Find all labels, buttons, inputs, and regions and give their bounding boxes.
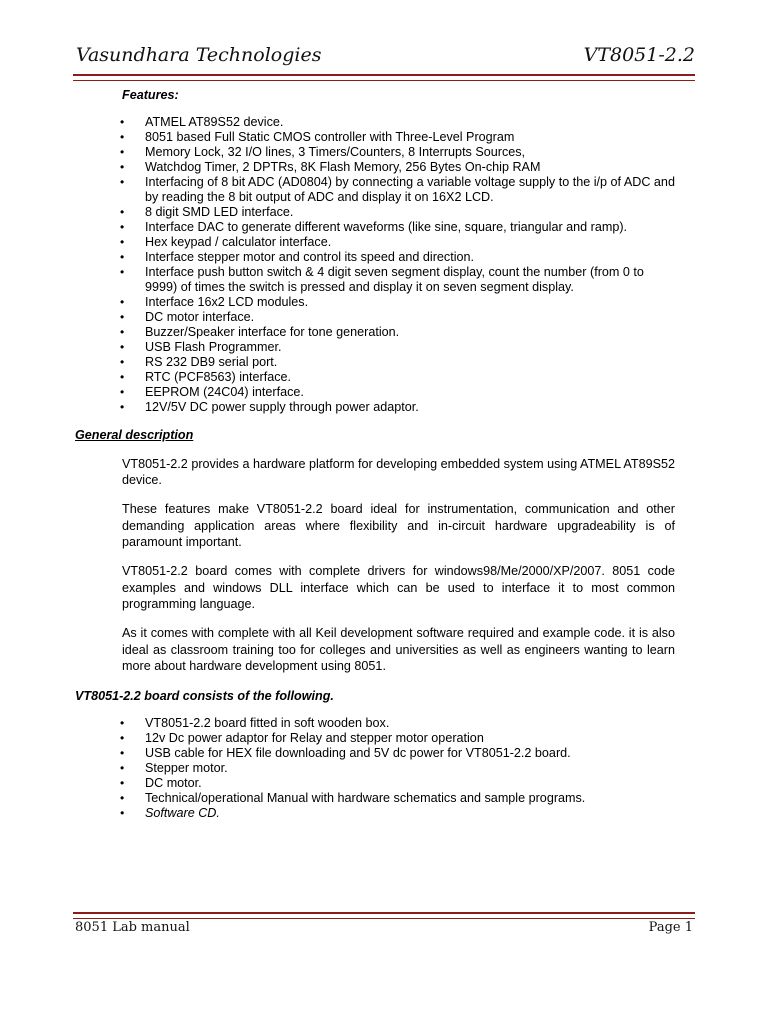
company-name: Vasundhara Technologies <box>76 44 322 66</box>
list-item: • VT8051-2.2 board fitted in soft wooden box. <box>75 716 675 731</box>
list-item: • Stepper motor. <box>75 761 675 776</box>
list-item: • USB cable for HEX file downloading and 5V dc power for VT8051-2.2 board. <box>75 746 675 761</box>
list-item: • DC motor. <box>75 776 675 791</box>
list-item: • Memory Lock, 32 I/O lines, 3 Timers/Counters, 8 Interrupts Sources, <box>75 145 675 160</box>
consists-list <box>75 716 675 821</box>
list-item: • Interfacing of 8 bit ADC (AD0804) by connecting a variable voltage supply to the i/p of ADC and by reading the 8 bit output of ADC and display it on 16X2 LCD. <box>75 175 675 205</box>
page-number: Page 1 <box>648 920 693 935</box>
page-footer <box>73 918 695 938</box>
list-item: • EEPROM (24C04) interface. <box>75 385 675 400</box>
page-content <box>75 88 675 821</box>
manual-title: 8051 Lab manual <box>75 920 190 935</box>
list-item: • Hex keypad / calculator interface. <box>75 235 675 250</box>
list-item: • RTC (PCF8563) interface. <box>75 370 675 385</box>
list-item: • Buzzer/Speaker interface for tone generation. <box>75 325 675 340</box>
list-item: • Interface push button switch & 4 digit seven segment display, count the number (from 0 to 9999) of times the switch is pressed and display it on seven segment display. <box>75 265 675 295</box>
list-item: • ATMEL AT89S52 device. <box>75 115 675 130</box>
list-item: • RS 232 DB9 serial port. <box>75 355 675 370</box>
page-header <box>73 40 695 68</box>
list-item: • 8051 based Full Static CMOS controller with Three-Level Program <box>75 130 675 145</box>
list-item: • Interface 16x2 LCD modules. <box>75 295 675 310</box>
paragraph: As it comes with complete with all Keil development software required and example code. it is also ideal as classroom training too for colleges and universities as well as engineers wanting to learn more about hardware development using 8051. <box>122 626 675 674</box>
header-rule <box>73 74 695 81</box>
paragraph: VT8051-2.2 board comes with complete drivers for windows98/Me/2000/XP/2007. 8051 code examples and windows DLL interface which can be used to interface it to most common programming language. <box>122 564 675 612</box>
paragraph: VT8051-2.2 provides a hardware platform for developing embedded system using ATMEL AT89S52 device. <box>122 456 675 488</box>
list-item: • 8 digit SMD LED interface. <box>75 205 675 220</box>
consists-heading: VT8051-2.2 board consists of the following. <box>75 688 334 703</box>
general-description-heading: General description <box>75 428 194 442</box>
list-item: • 12V/5V DC power supply through power adaptor. <box>75 400 675 415</box>
list-item: • Watchdog Timer, 2 DPTRs, 8K Flash Memory, 256 Bytes On-chip RAM <box>75 160 675 175</box>
features-list <box>75 115 675 415</box>
list-item: • Software CD. <box>75 806 675 821</box>
list-item: • 12v Dc power adaptor for Relay and stepper motor operation <box>75 731 675 746</box>
list-item: • Technical/operational Manual with hardware schematics and sample programs. <box>75 791 675 806</box>
list-item: • USB Flash Programmer. <box>75 340 675 355</box>
list-item: • Interface stepper motor and control its speed and direction. <box>75 250 675 265</box>
list-item: • DC motor interface. <box>75 310 675 325</box>
product-name: VT8051-2.2 <box>583 44 695 66</box>
paragraph: These features make VT8051-2.2 board ideal for instrumentation, communication and other demanding application areas where flexibility and in-circuit hardware upgradeability is of paramount important. <box>122 502 675 550</box>
features-heading: Features: <box>122 88 179 102</box>
list-item: • Interface DAC to generate different waveforms (like sine, square, triangular and ramp). <box>75 220 675 235</box>
